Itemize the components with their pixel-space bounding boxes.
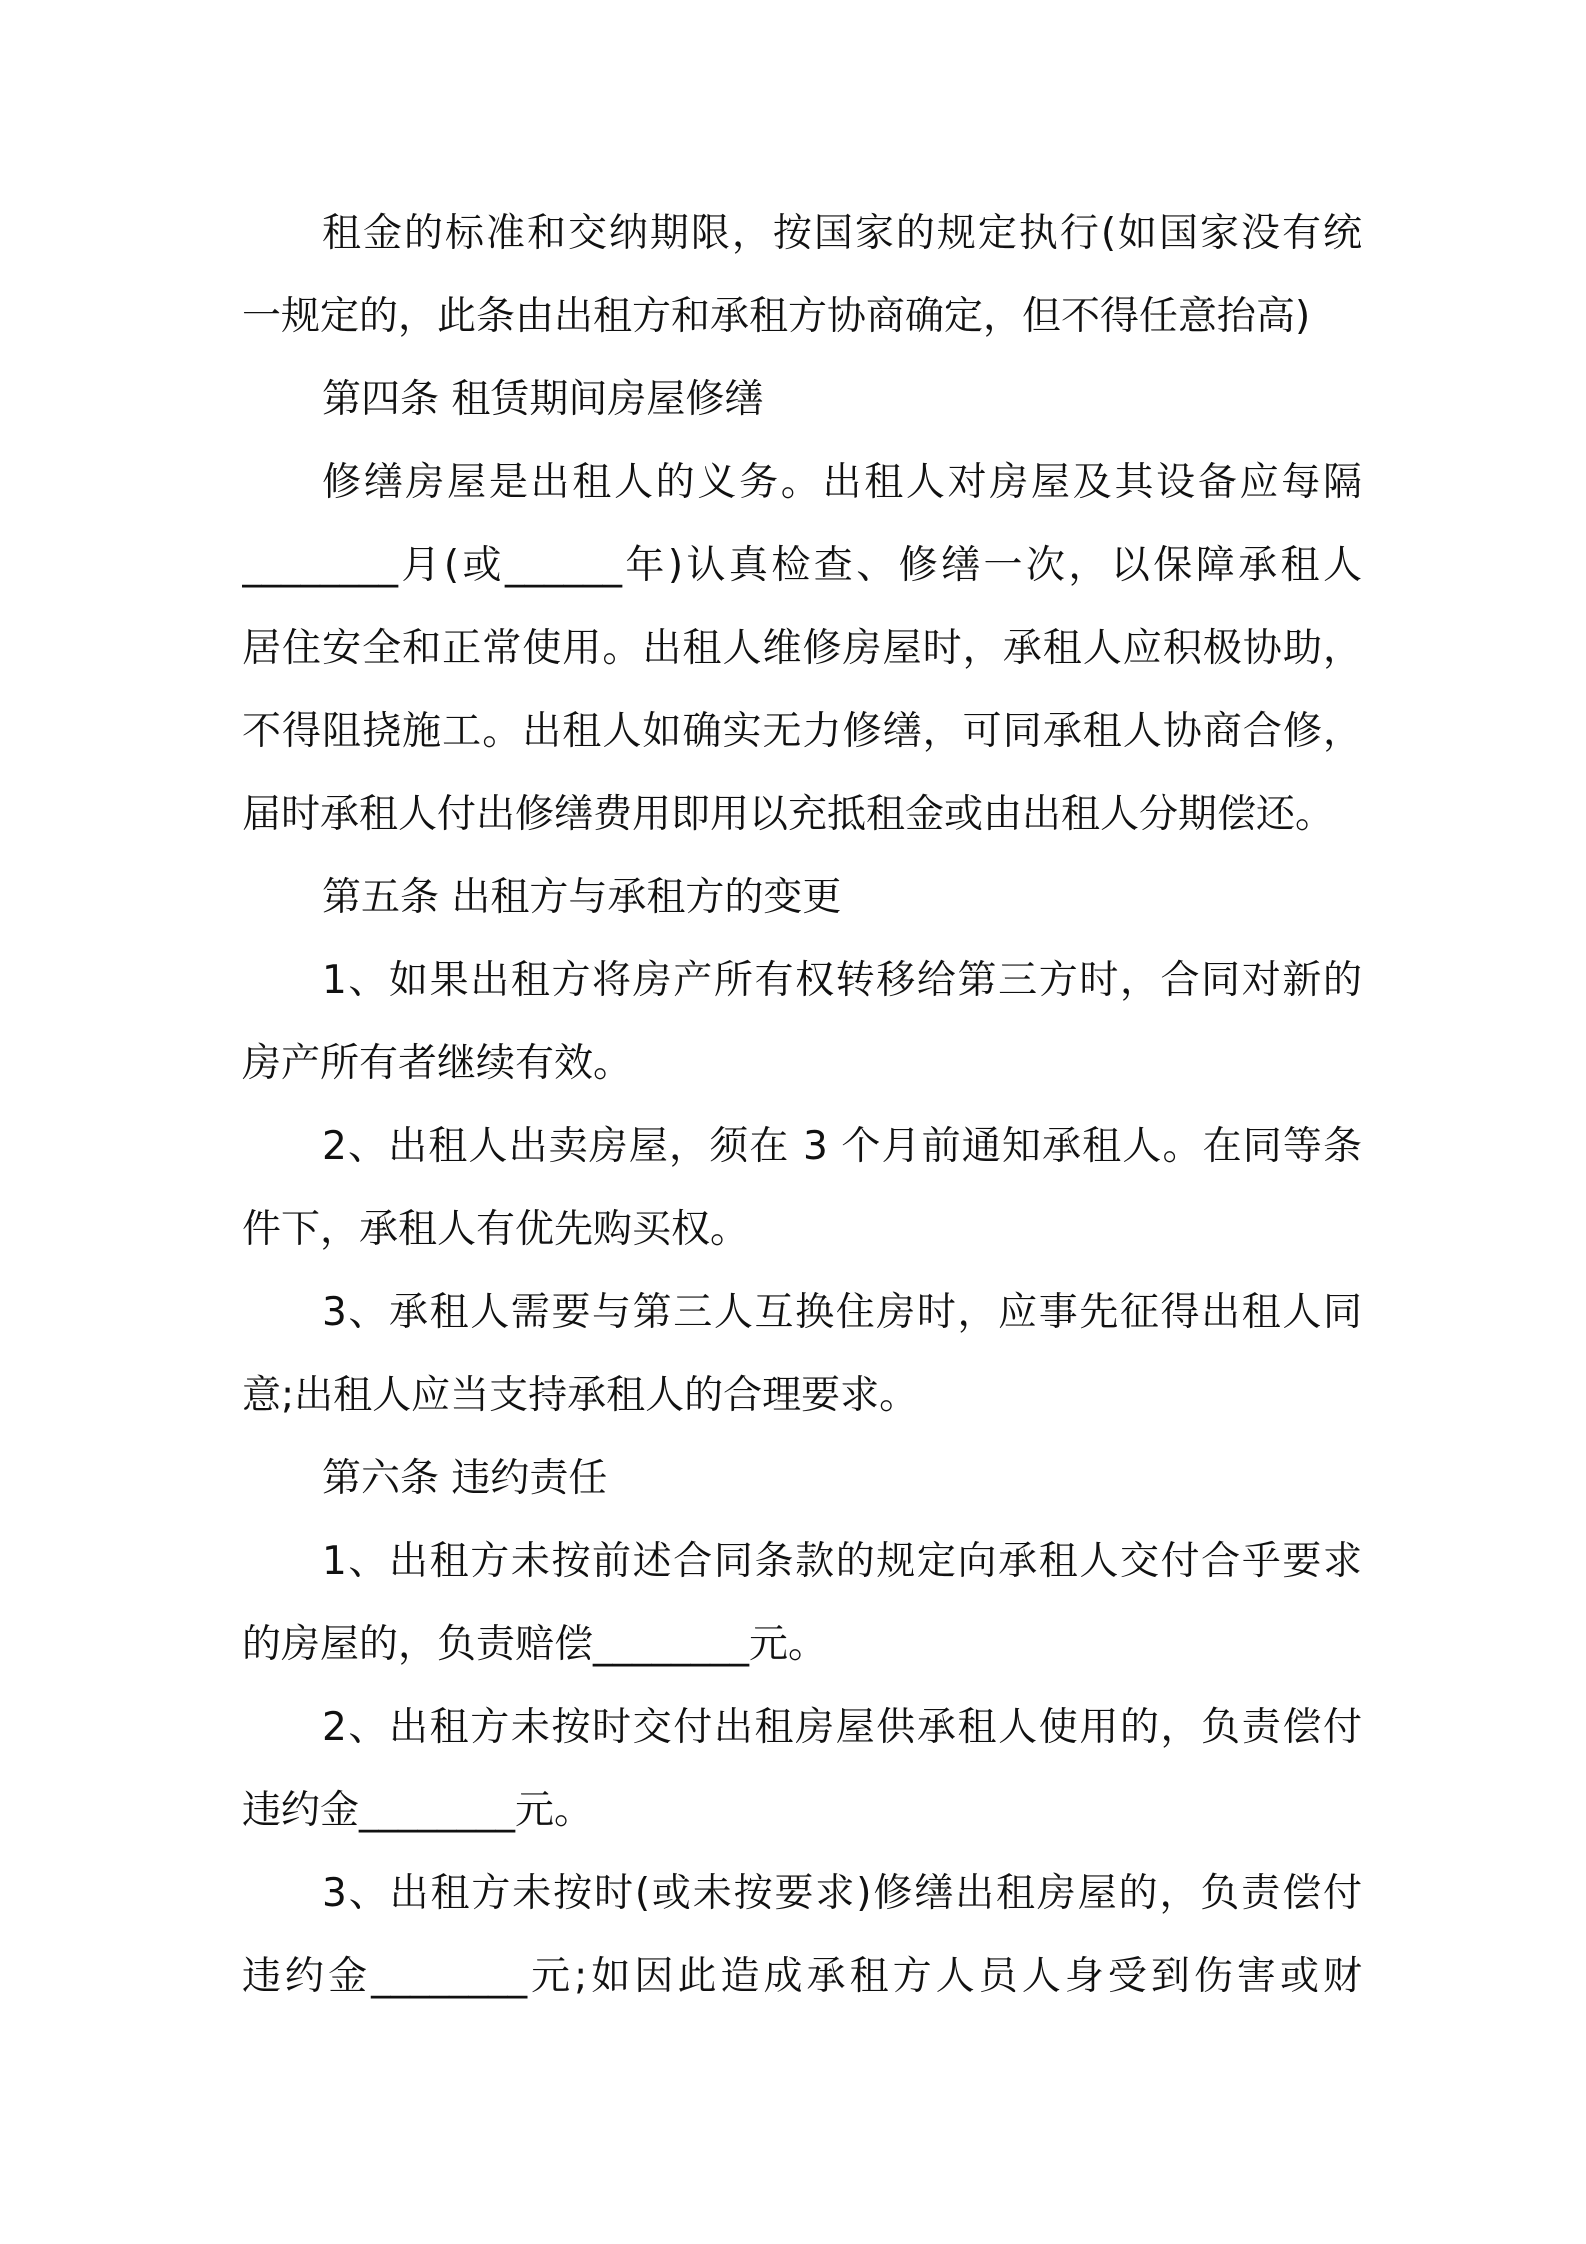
text-line: 违约金________元。 bbox=[242, 1788, 594, 1833]
text-line: 的房屋的，负责赔偿________元。 bbox=[242, 1622, 828, 1667]
text-line: 2、出租方未按时交付出租房屋供承租人使用的，负责偿付 bbox=[322, 1705, 1362, 1750]
document-body bbox=[242, 192, 1362, 2018]
text-line: 3、出租方未按时(或未按要求)修缮出租房屋的，负责偿付 bbox=[322, 1871, 1362, 1916]
text-line: 居住安全和正常使用。出租人维修房屋时，承租人应积极协助， bbox=[242, 626, 1362, 671]
text-line: 2、出租人出卖房屋，须在 3 个月前通知承租人。在同等条 bbox=[322, 1124, 1362, 1169]
text-line: ________月(或______年)认真检查、修缮一次，以保障承租人 bbox=[242, 543, 1362, 588]
text-line: 1、如果出租方将房产所有权转移给第三方时，合同对新的 bbox=[322, 958, 1362, 1003]
text-line: 意;出租人应当支持承租人的合理要求。 bbox=[242, 1373, 919, 1418]
text-line: 3、承租人需要与第三人互换住房时，应事先征得出租人同 bbox=[322, 1290, 1362, 1335]
section-heading: 第四条 租赁期间房屋修缮 bbox=[322, 377, 764, 422]
text-line: 届时承租人付出修缮费用即用以充抵租金或由出租人分期偿还。 bbox=[242, 792, 1335, 837]
text-line: 修缮房屋是出租人的义务。出租人对房屋及其设备应每隔 bbox=[322, 460, 1362, 505]
text-line: 1、出租方未按前述合同条款的规定向承租人交付合乎要求 bbox=[322, 1539, 1362, 1584]
text-line: 件下，承租人有优先购买权。 bbox=[242, 1207, 750, 1252]
section-heading: 第六条 违约责任 bbox=[322, 1456, 608, 1501]
section-heading: 第五条 出租方与承租方的变更 bbox=[322, 875, 842, 920]
text-line: 违约金________元;如因此造成承租方人员人身受到伤害或财 bbox=[242, 1954, 1362, 1999]
text-line: 租金的标准和交纳期限，按国家的规定执行(如国家没有统 bbox=[322, 211, 1362, 256]
text-line: 不得阻挠施工。出租人如确实无力修缮，可同承租人协商合修， bbox=[242, 709, 1362, 754]
text-line: 一规定的，此条由出租方和承租方协商确定，但不得任意抬高) bbox=[242, 294, 1311, 339]
text-line: 房产所有者继续有效。 bbox=[242, 1041, 633, 1086]
